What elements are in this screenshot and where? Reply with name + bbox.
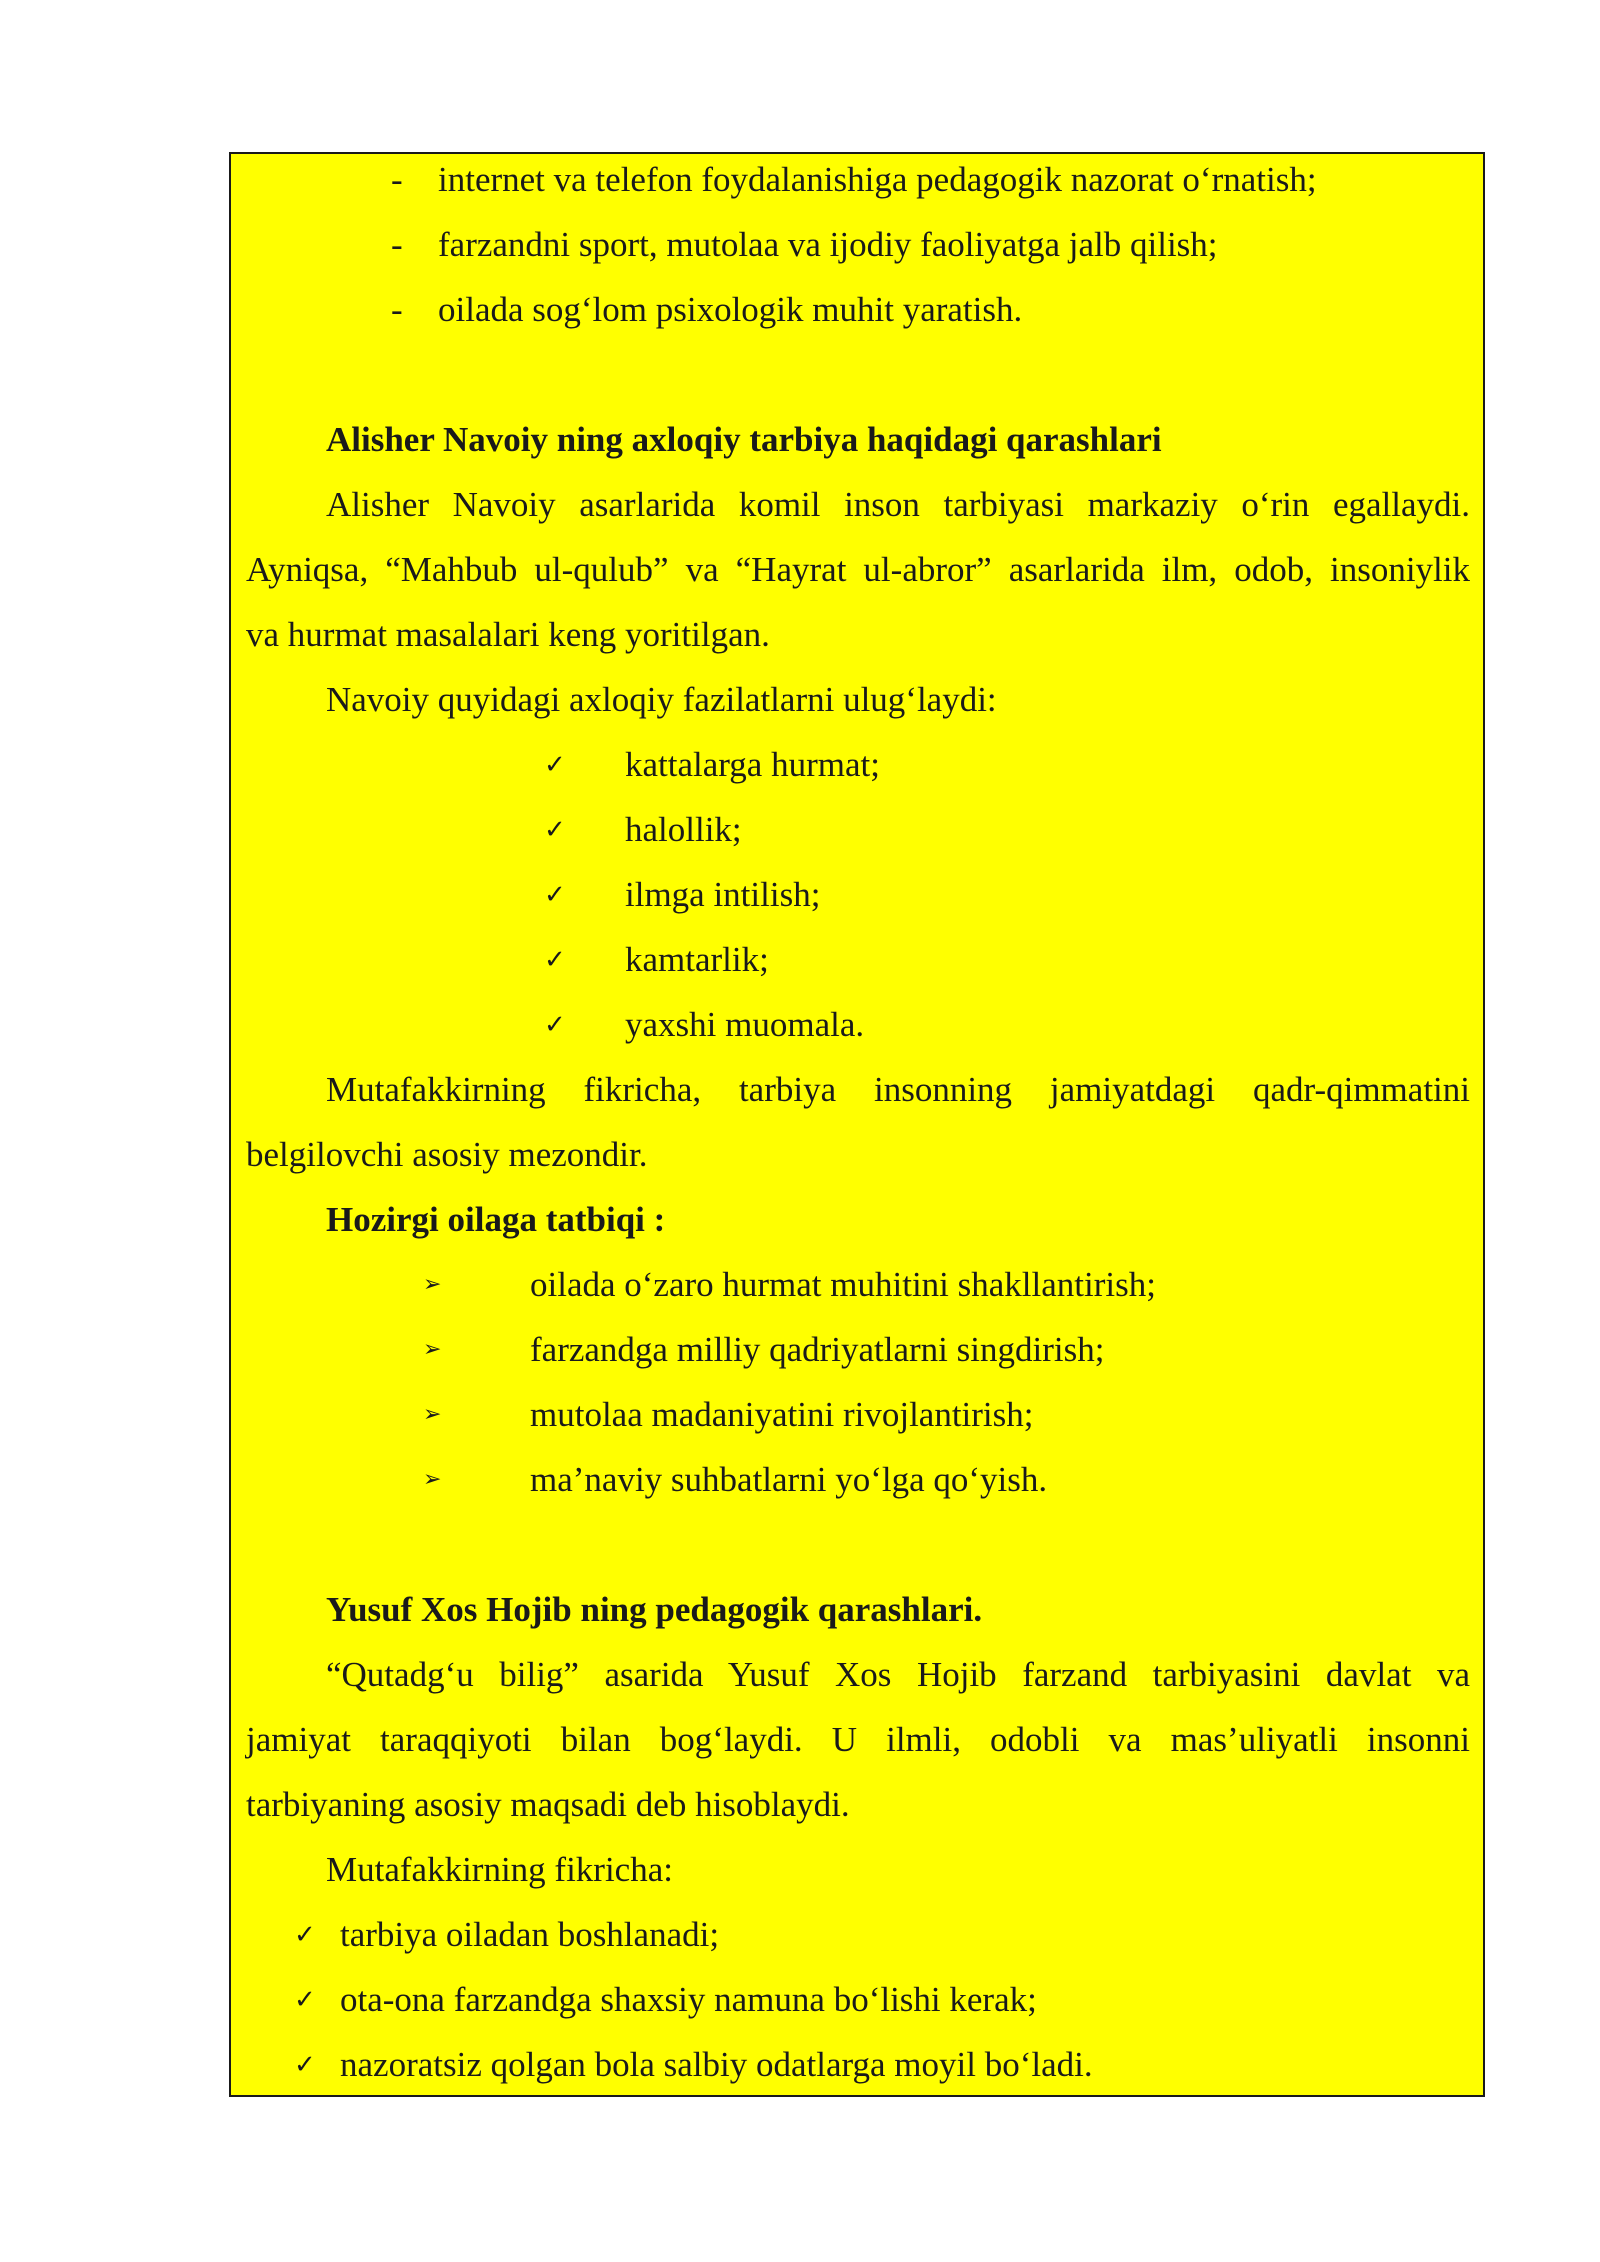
dash-bullet: - [391, 225, 403, 264]
list-item: tarbiya oiladan boshlanadi; [340, 1915, 720, 1954]
section-heading-yusuf: Yusuf Xos Hojib ning pedagogik qarashlari. [326, 1590, 983, 1629]
paragraph-line: Alisher Navoiy asarlarida komil inson tarbiyasi markaziy o‘rin egallaydi. [326, 485, 1470, 524]
application-heading: Hozirgi oilaga tatbiqi : [326, 1200, 666, 1239]
paragraph-line: Ayniqsa, “Mahbub ul-qulub” va “Hayrat ul-abror” asarlarida ilm, odob, insoniylik [246, 550, 1470, 589]
check-icon: ✓ [294, 2050, 316, 2080]
list-item: farzandga milliy qadriyatlarni singdirish; [530, 1330, 1105, 1369]
virtues-intro: Navoiy quyidagi axloqiy fazilatlarni ulug‘laydi: [326, 680, 997, 719]
arrow-icon: ➢ [423, 1467, 442, 1492]
dash-bullet: - [391, 160, 403, 199]
check-icon: ✓ [544, 815, 566, 845]
arrow-icon: ➢ [423, 1402, 442, 1427]
views-intro: Mutafakkirning fikricha: [326, 1850, 673, 1889]
paragraph-line: jamiyat taraqqiyoti bilan bog‘laydi. U ilmli, odobli va mas’uliyatli insonni [246, 1720, 1470, 1759]
paragraph-line: belgilovchi asosiy mezondir. [246, 1135, 648, 1174]
paragraph-line: tarbiyaning asosiy maqsadi deb hisoblaydi. [246, 1785, 850, 1824]
arrow-icon: ➢ [423, 1337, 442, 1362]
check-icon: ✓ [544, 1010, 566, 1040]
check-icon: ✓ [544, 945, 566, 975]
section-heading-navoiy: Alisher Navoiy ning axloqiy tarbiya haqidagi qarashlari [326, 420, 1162, 459]
paragraph-line: Mutafakkirning fikricha, tarbiya insonning jamiyatdagi qadr-qimmatini [326, 1070, 1470, 1109]
list-item: farzandni sport, mutolaa va ijodiy faoliyatga jalb qilish; [438, 225, 1218, 264]
list-item: ota-ona farzandga shaxsiy namuna bo‘lishi kerak; [340, 1980, 1037, 2019]
dash-bullet: - [391, 290, 403, 329]
list-item: kamtarlik; [625, 940, 769, 979]
check-icon: ✓ [544, 750, 566, 780]
check-icon: ✓ [544, 880, 566, 910]
text-frame [229, 152, 1485, 2097]
paragraph-line: “Qutadg‘u bilig” asarida Yusuf Xos Hojib farzand tarbiyasini davlat va [326, 1655, 1470, 1694]
list-item: halollik; [625, 810, 742, 849]
arrow-icon: ➢ [423, 1272, 442, 1297]
check-icon: ✓ [294, 1920, 316, 1950]
list-item: internet va telefon foydalanishiga pedagogik nazorat o‘rnatish; [438, 160, 1317, 199]
list-item: yaxshi muomala. [625, 1005, 865, 1044]
list-item: kattalarga hurmat; [625, 745, 880, 784]
list-item: oilada sog‘lom psixologik muhit yaratish. [438, 290, 1023, 329]
check-icon: ✓ [294, 1985, 316, 2015]
list-item: nazoratsiz qolgan bola salbiy odatlarga moyil bo‘ladi. [340, 2045, 1093, 2084]
list-item: ma’naviy suhbatlarni yo‘lga qo‘yish. [530, 1460, 1048, 1499]
list-item: oilada o‘zaro hurmat muhitini shakllantirish; [530, 1265, 1156, 1304]
paragraph-line: va hurmat masalalari keng yoritilgan. [246, 615, 770, 654]
list-item: ilmga intilish; [625, 875, 821, 914]
list-item: mutolaa madaniyatini rivojlantirish; [530, 1395, 1034, 1434]
